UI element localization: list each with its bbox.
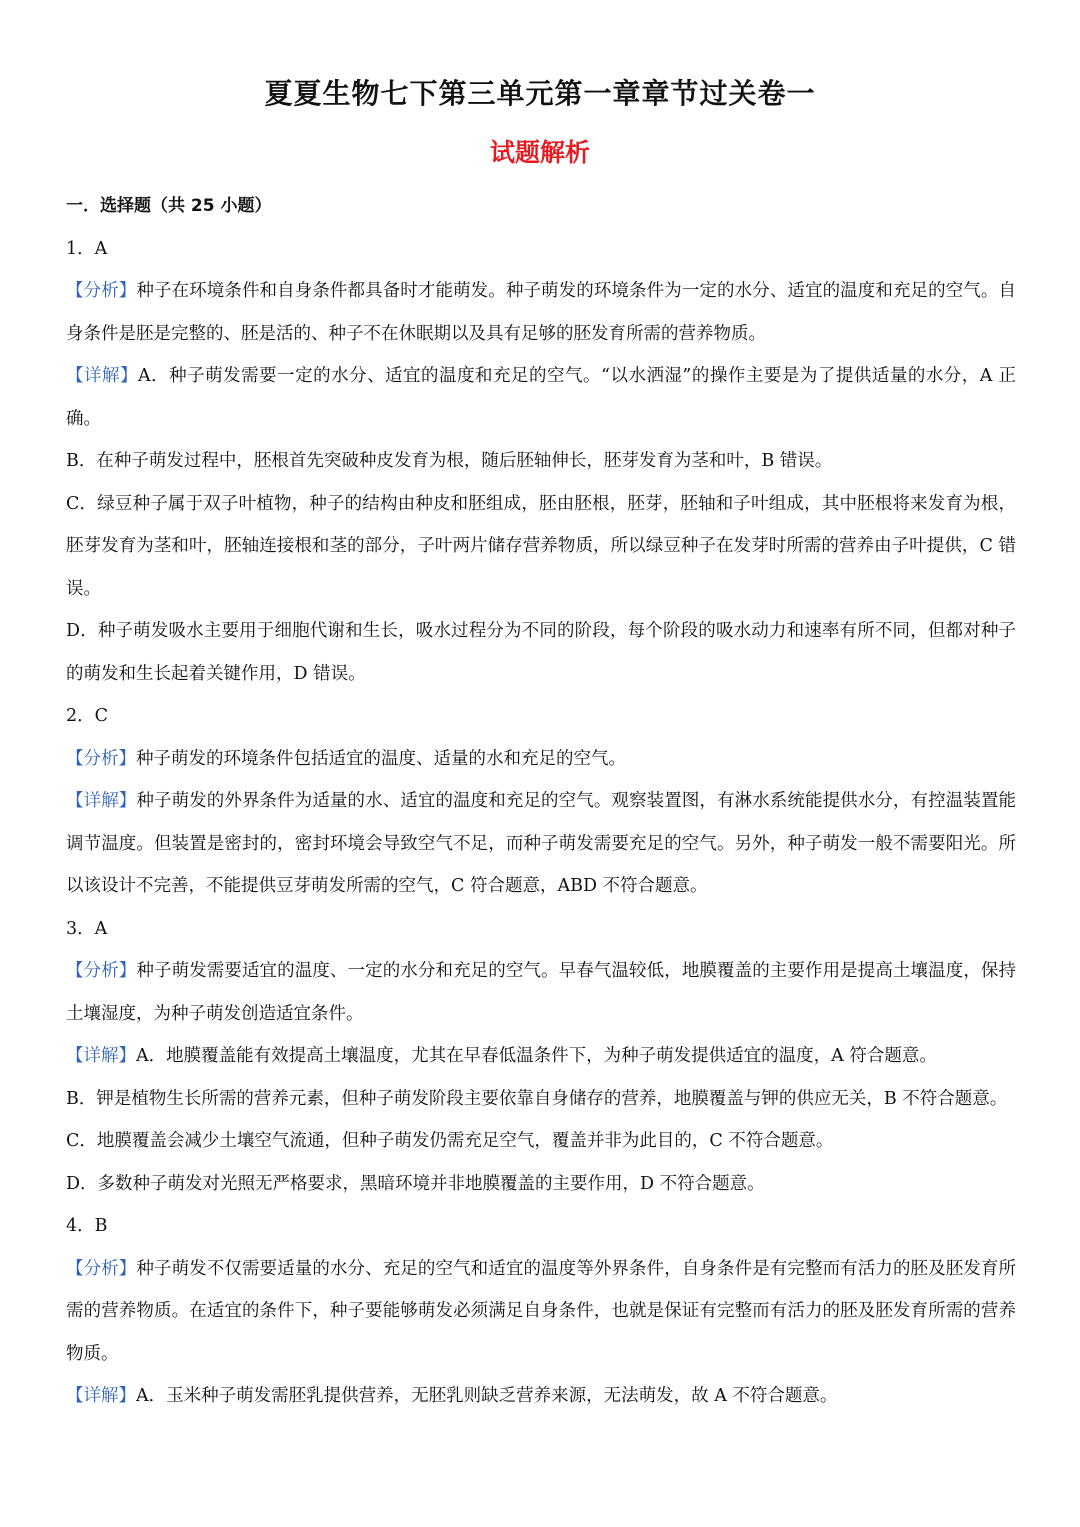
analysis-paragraph bbox=[66, 738, 1016, 781]
analysis-tag: 【分析】 bbox=[66, 961, 137, 981]
detail-paragraph bbox=[66, 355, 1016, 440]
analysis-paragraph bbox=[66, 1248, 1016, 1376]
analysis-text: 种子在环境条件和自身条件都具备时才能萌发。种子萌发的环境条件为一定的水分、适宜的温度和充足的空气。自身条件是胚是完整的、胚是活的、种子不在休眠期以及具有足够的胚发育所需的营养物质。 bbox=[66, 281, 1017, 344]
analysis-text: 种子萌发的环境条件包括适宜的温度、适量的水和充足的空气。 bbox=[136, 748, 626, 769]
detail-option-paragraph: C．地膜覆盖会减少土壤空气流通，但种子萌发仍需充足空气，覆盖并非为此目的，C 不符合题意。 bbox=[66, 1131, 834, 1151]
detail-tag: 【详解】 bbox=[66, 1046, 136, 1066]
detail-tag: 【详解】 bbox=[66, 366, 138, 386]
detail-text: A．种子萌发需要一定的水分、适宜的温度和充足的空气。“以水洒湿”的操作主要是为了提供适量的水分，A 正确。 bbox=[66, 366, 1016, 429]
detail-option-paragraph: D．多数种子萌发对光照无严格要求，黑暗环境并非地膜覆盖的主要作用，D 不符合题意。 bbox=[66, 1173, 765, 1194]
analysis-tag: 【分析】 bbox=[66, 748, 136, 769]
detail-paragraph bbox=[66, 780, 1016, 908]
detail-option-paragraph: B．钾是植物生长所需的营养元素，但种子萌发阶段主要依靠自身储存的营养，地膜覆盖与钾的供应无关，B 不符合题意。 bbox=[66, 1088, 1008, 1109]
question-answer-header: 3．A bbox=[66, 918, 108, 939]
detail-option-paragraph: D．种子萌发吸水主要用于细胞代谢和生长，吸水过程分为不同的阶段，每个阶段的吸水动力和速率有所不同，但都对种子的萌发和生长起着关键作用，D 错误。 bbox=[66, 621, 1016, 684]
question-answer-header: 1．A bbox=[66, 238, 108, 259]
detail-option-paragraph: B．在种子萌发过程中，胚根首先突破种皮发育为根，随后胚轴伸长，胚芽发育为茎和叶，B 错误。 bbox=[66, 451, 833, 471]
analysis-paragraph bbox=[66, 950, 1016, 1035]
page-subtitle: 试题解析 bbox=[489, 138, 590, 167]
document-body bbox=[66, 185, 1016, 1418]
detail-tag: 【详解】 bbox=[66, 1386, 136, 1406]
question-answer-header: 2．C bbox=[66, 706, 109, 726]
detail-text: 种子萌发的外界条件为适量的水、适宜的温度和充足的空气。观察装置图，有淋水系统能提供水分，有控温装置能调节温度。但装置是密封的，密封环境会导致空气不足，而种子萌发需要充足的空气。另外，种子萌发一般不需要阳光。所以该设计不完善，不能提供豆芽萌发所需的空气，C 符合题意，ABD 不符合题意。 bbox=[66, 791, 1017, 896]
detail-text: A．地膜覆盖能有效提高土壤温度，尤其在早春低温条件下，为种子萌发提供适宜的温度，A 符合题意。 bbox=[136, 1046, 937, 1066]
detail-tag: 【详解】 bbox=[66, 791, 137, 811]
detail-option-paragraph: C．绿豆种子属于双子叶植物，种子的结构由种皮和胚组成，胚由胚根，胚芽，胚轴和子叶组成，其中胚根将来发育为根，胚芽发育为茎和叶，胚轴连接根和茎的部分，子叶两片储存营养物质，所以绿豆种子在发芽时所需的营养由子叶提供，C 错误。 bbox=[66, 493, 1016, 599]
section-heading: 一．选择题（共 25 小题） bbox=[66, 196, 272, 216]
analysis-tag: 【分析】 bbox=[66, 281, 137, 301]
analysis-text: 种子萌发需要适宜的温度、一定的水分和充足的空气。早春气温较低，地膜覆盖的主要作用是提高土壤温度，保持土壤湿度，为种子萌发创造适宜条件。 bbox=[66, 961, 1017, 1024]
detail-paragraph bbox=[66, 1035, 1016, 1078]
analysis-tag: 【分析】 bbox=[66, 1258, 137, 1279]
page-title: 夏夏生物七下第三单元第一章章节过关卷一 bbox=[264, 77, 816, 110]
detail-text: A．玉米种子萌发需胚乳提供营养，无胚乳则缺乏营养来源，无法萌发，故 A 不符合题意。 bbox=[136, 1386, 838, 1406]
question-answer-header: 4．B bbox=[66, 1216, 108, 1236]
analysis-paragraph bbox=[66, 270, 1016, 355]
detail-paragraph bbox=[66, 1375, 1016, 1418]
analysis-text: 种子萌发不仅需要适量的水分、充足的空气和适宜的温度等外界条件，自身条件是有完整而有活力的胚及胚发育所需的营养物质。在适宜的条件下，种子要能够萌发必须满足自身条件，也就是保证有完整而有活力的胚及胚发育所需的营养物质。 bbox=[66, 1258, 1017, 1364]
